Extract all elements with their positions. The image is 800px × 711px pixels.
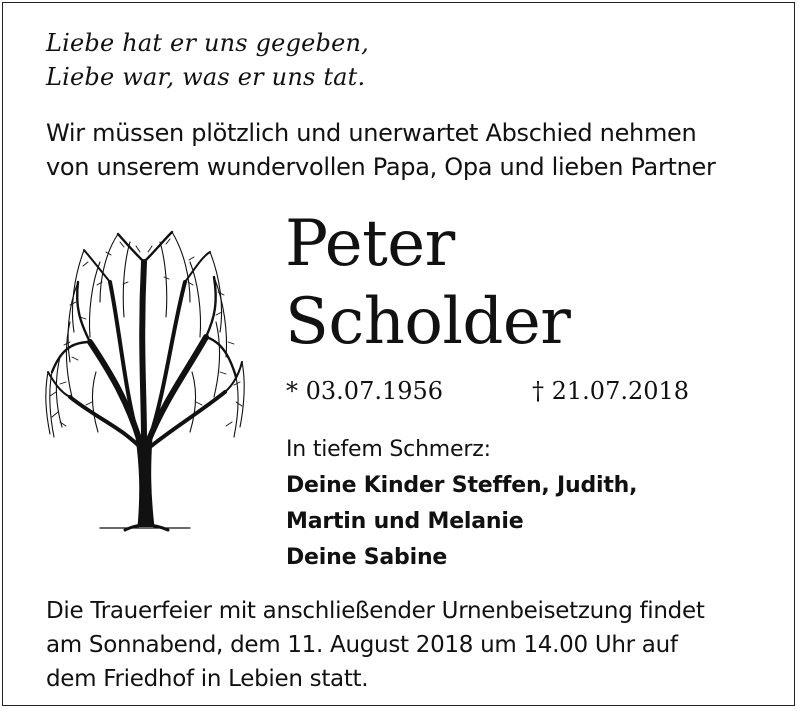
mourners-line-1: Deine Kinder Steffen, Judith, [286,473,638,498]
intro-text [46,116,716,184]
death-date: † 21.07.2018 [532,377,690,405]
mourners-line-3: Deine Sabine [286,545,448,570]
motto-line-2: Liebe war, was er uns tat. [46,63,366,91]
birth-date: * 03.07.1956 [286,377,444,405]
tree-icon [40,222,246,532]
intro-line-2: von unserem wundervollen Papa, Opa und lieben Partner [46,153,716,181]
service-line-3: dem Friedhof in Lebien statt. [46,666,369,692]
motto-verse [46,26,369,94]
service-info [46,594,705,696]
intro-line-1: Wir müssen plötzlich und unerwartet Abschied nehmen [46,119,697,147]
last-name: Scholder [285,285,571,359]
deceased-name [285,205,570,361]
mourners-block [286,432,637,576]
service-line-1: Die Trauerfeier mit anschließender Urnenbeisetzung findet [46,598,705,624]
first-name: Peter [285,207,455,281]
mourners-heading: In tiefem Schmerz: [286,437,491,462]
service-line-2: am Sonnabend, dem 11. August 2018 um 14.00 Uhr auf [46,632,678,658]
mourners-line-2: Martin und Melanie [286,509,524,534]
motto-line-1: Liebe hat er uns gegeben, [46,29,369,57]
